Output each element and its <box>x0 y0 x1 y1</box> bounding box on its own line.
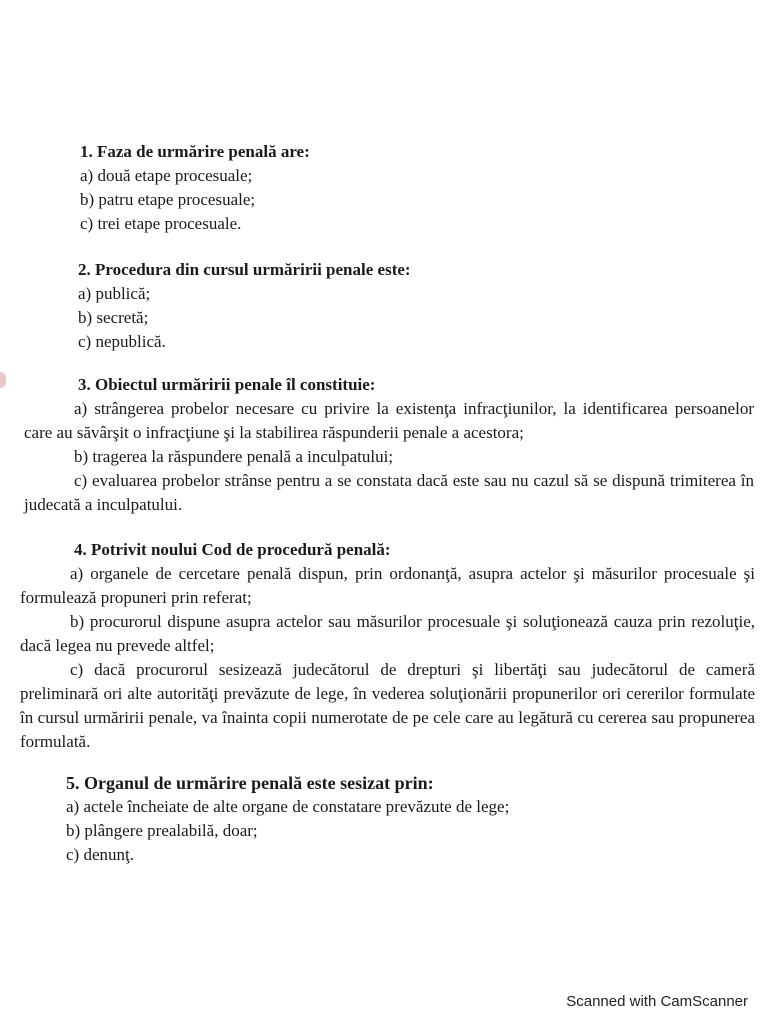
option-a: a) organele de cercetare penală dispun, prin ordonanţă, asupra actelor şi măsurilor procesuale şi formulează propuneri prin referat; <box>20 564 755 607</box>
option-a: a) publică; <box>78 284 151 303</box>
option-a: a) două etape procesuale; <box>80 166 253 185</box>
question-2 <box>78 258 698 354</box>
option-c: c) trei etape procesuale. <box>80 214 242 233</box>
question-title: 4. Potrivit noului Cod de procedură penală: <box>74 540 391 559</box>
question-4 <box>20 538 755 754</box>
option-a: a) actele încheiate de alte organe de constatare prevăzute de lege; <box>66 797 510 816</box>
option-b: b) patru etape procesuale; <box>80 190 256 209</box>
question-title: 5. Organul de urmărire penală este sesizat prin: <box>66 773 434 793</box>
option-c: c) denunţ. <box>66 845 134 864</box>
scan-edge-mark <box>0 372 6 388</box>
option-c: c) evaluarea probelor strânse pentru a se constata dacă este sau nu cazul să se dispună trimiterea în judecată a inculpatului. <box>24 471 754 514</box>
camscanner-watermark: Scanned with CamScanner <box>566 993 748 1010</box>
option-b: b) secretă; <box>78 308 149 327</box>
option-c: c) dacă procurorul sesizează judecătorul de drepturi şi libertăţi sau judecătorul de cameră preliminară ori alte autorităţi prevăzute de lege, în vederea soluţionării propunerilor ori cererilor formulate în cursul urmăririi penale, va înainta copii numerotate de pe cele care au legătură cu cererea sau propunerea formulată. <box>20 660 755 751</box>
question-5 <box>66 771 706 867</box>
question-1 <box>80 140 700 236</box>
question-title: 3. Obiectul urmăririi penale îl constituie: <box>78 375 376 394</box>
option-c: c) nepublică. <box>78 332 166 351</box>
question-title: 2. Procedura din cursul urmăririi penale este: <box>78 260 411 279</box>
option-b: b) tragerea la răspundere penală a inculpatului; <box>74 447 394 466</box>
option-b: b) plângere prealabilă, doar; <box>66 821 258 840</box>
option-a: a) strângerea probelor necesare cu privire la existenţa infracţiunilor, la identificarea persoanelor care au săvârşit o infracţiune şi la stabilirea răspunderii penale a acestora; <box>24 399 754 442</box>
question-3 <box>24 373 754 517</box>
option-b: b) procurorul dispune asupra actelor sau măsurilor procesuale şi soluţionează cauza prin rezoluţie, dacă legea nu prevede altfel; <box>20 612 755 655</box>
question-title: 1. Faza de urmărire penală are: <box>80 142 310 161</box>
